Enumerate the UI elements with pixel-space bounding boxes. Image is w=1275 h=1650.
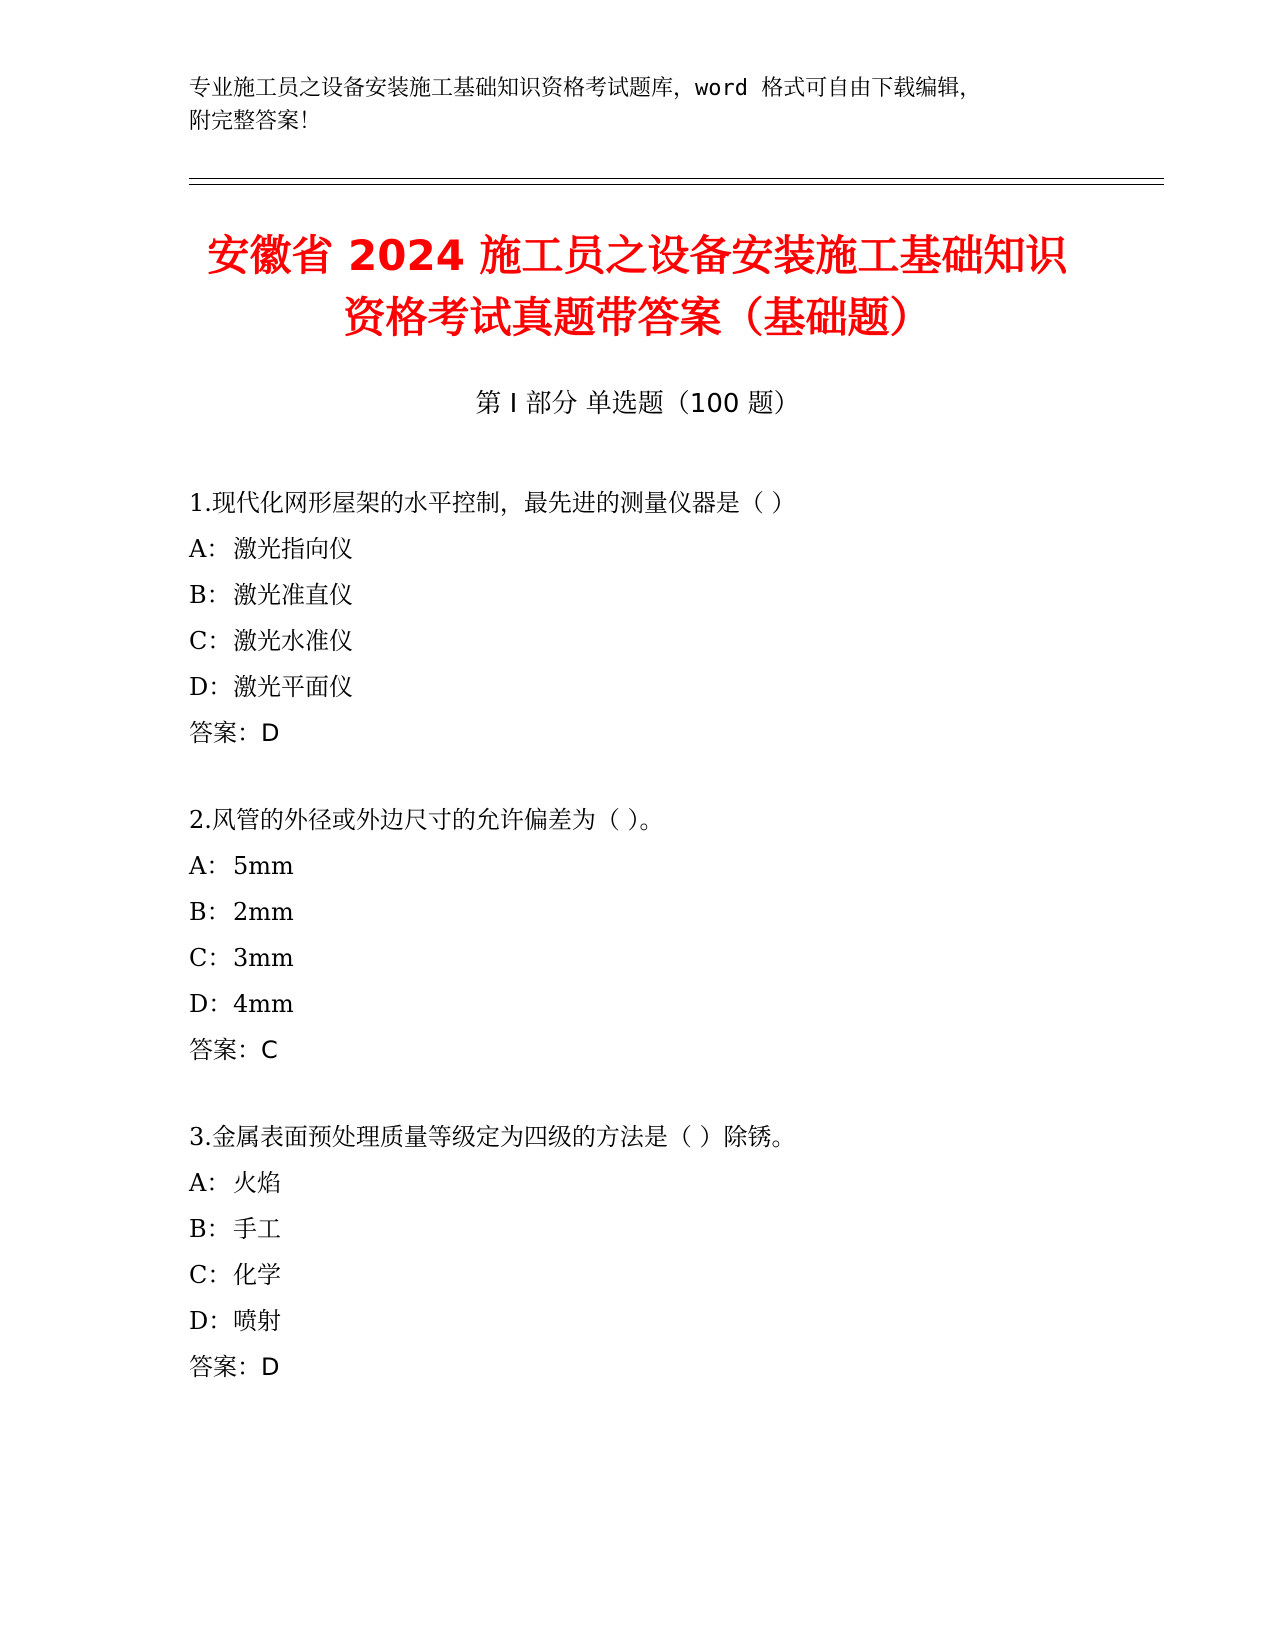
option-d [189, 664, 1149, 710]
option-text: 2mm [233, 898, 294, 926]
question-item [189, 797, 1149, 1073]
option-letter: D： [189, 673, 233, 701]
option-text: 化学 [233, 1261, 281, 1289]
option-letter: C： [189, 1261, 232, 1289]
option-letter: B： [189, 898, 231, 926]
option-letter: C： [189, 627, 232, 655]
option-letter: D： [189, 1307, 233, 1335]
answer-text: 答案：D [189, 1353, 280, 1381]
option-letter: B： [189, 1215, 231, 1243]
option-text: 激光平面仪 [233, 673, 353, 701]
question-text: 3.金属表面预处理质量等级定为四级的方法是（ ）除锈。 [189, 1123, 796, 1151]
title-line: 安徽省 2024 施工员之设备安装施工基础知识 [207, 231, 1068, 280]
header-note-line: 专业施工员之设备安装施工基础知识资格考试题库，word 格式可自由下载编辑， [189, 76, 982, 101]
option-text: 手工 [233, 1215, 281, 1243]
document-title [0, 225, 1275, 349]
option-text: 激光指向仪 [233, 535, 353, 563]
question-item [189, 1114, 1149, 1390]
section-heading: 第 I 部分 单选题（100 题） [475, 389, 800, 419]
option-a [189, 526, 1149, 572]
option-d [189, 1298, 1149, 1344]
option-text: 火焰 [233, 1169, 281, 1197]
option-b [189, 889, 1149, 935]
option-b [189, 572, 1149, 618]
answer-text: 答案：D [189, 719, 280, 747]
question-text: 2.风管的外径或外边尺寸的允许偏差为（ ）。 [189, 806, 664, 834]
option-a [189, 843, 1149, 889]
question-list [189, 480, 1149, 1431]
header-divider-bottom [189, 184, 1164, 185]
option-letter: A： [189, 535, 231, 563]
answer-text: 答案：C [189, 1036, 278, 1064]
option-letter: A： [189, 852, 231, 880]
option-letter: A： [189, 1169, 231, 1197]
question-item [189, 480, 1149, 756]
header-note-line: 附完整答案！ [189, 109, 322, 134]
header-note [189, 72, 1089, 138]
option-text: 5mm [233, 852, 294, 880]
question-text: 1.现代化网形屋架的水平控制，最先进的测量仪器是（ ） [189, 489, 796, 517]
option-text: 喷射 [233, 1307, 281, 1335]
option-text: 激光水准仪 [233, 627, 353, 655]
option-letter: B： [189, 581, 231, 609]
option-c [189, 935, 1149, 981]
option-letter: D： [189, 990, 233, 1018]
option-c [189, 1252, 1149, 1298]
option-b [189, 1206, 1149, 1252]
option-text: 激光准直仪 [233, 581, 353, 609]
title-line: 资格考试真题带答案（基础题） [343, 293, 932, 342]
option-a [189, 1160, 1149, 1206]
option-d [189, 981, 1149, 1027]
option-text: 3mm [233, 944, 294, 972]
option-letter: C： [189, 944, 232, 972]
option-c [189, 618, 1149, 664]
header-divider-top [189, 178, 1164, 179]
option-text: 4mm [233, 990, 294, 1018]
